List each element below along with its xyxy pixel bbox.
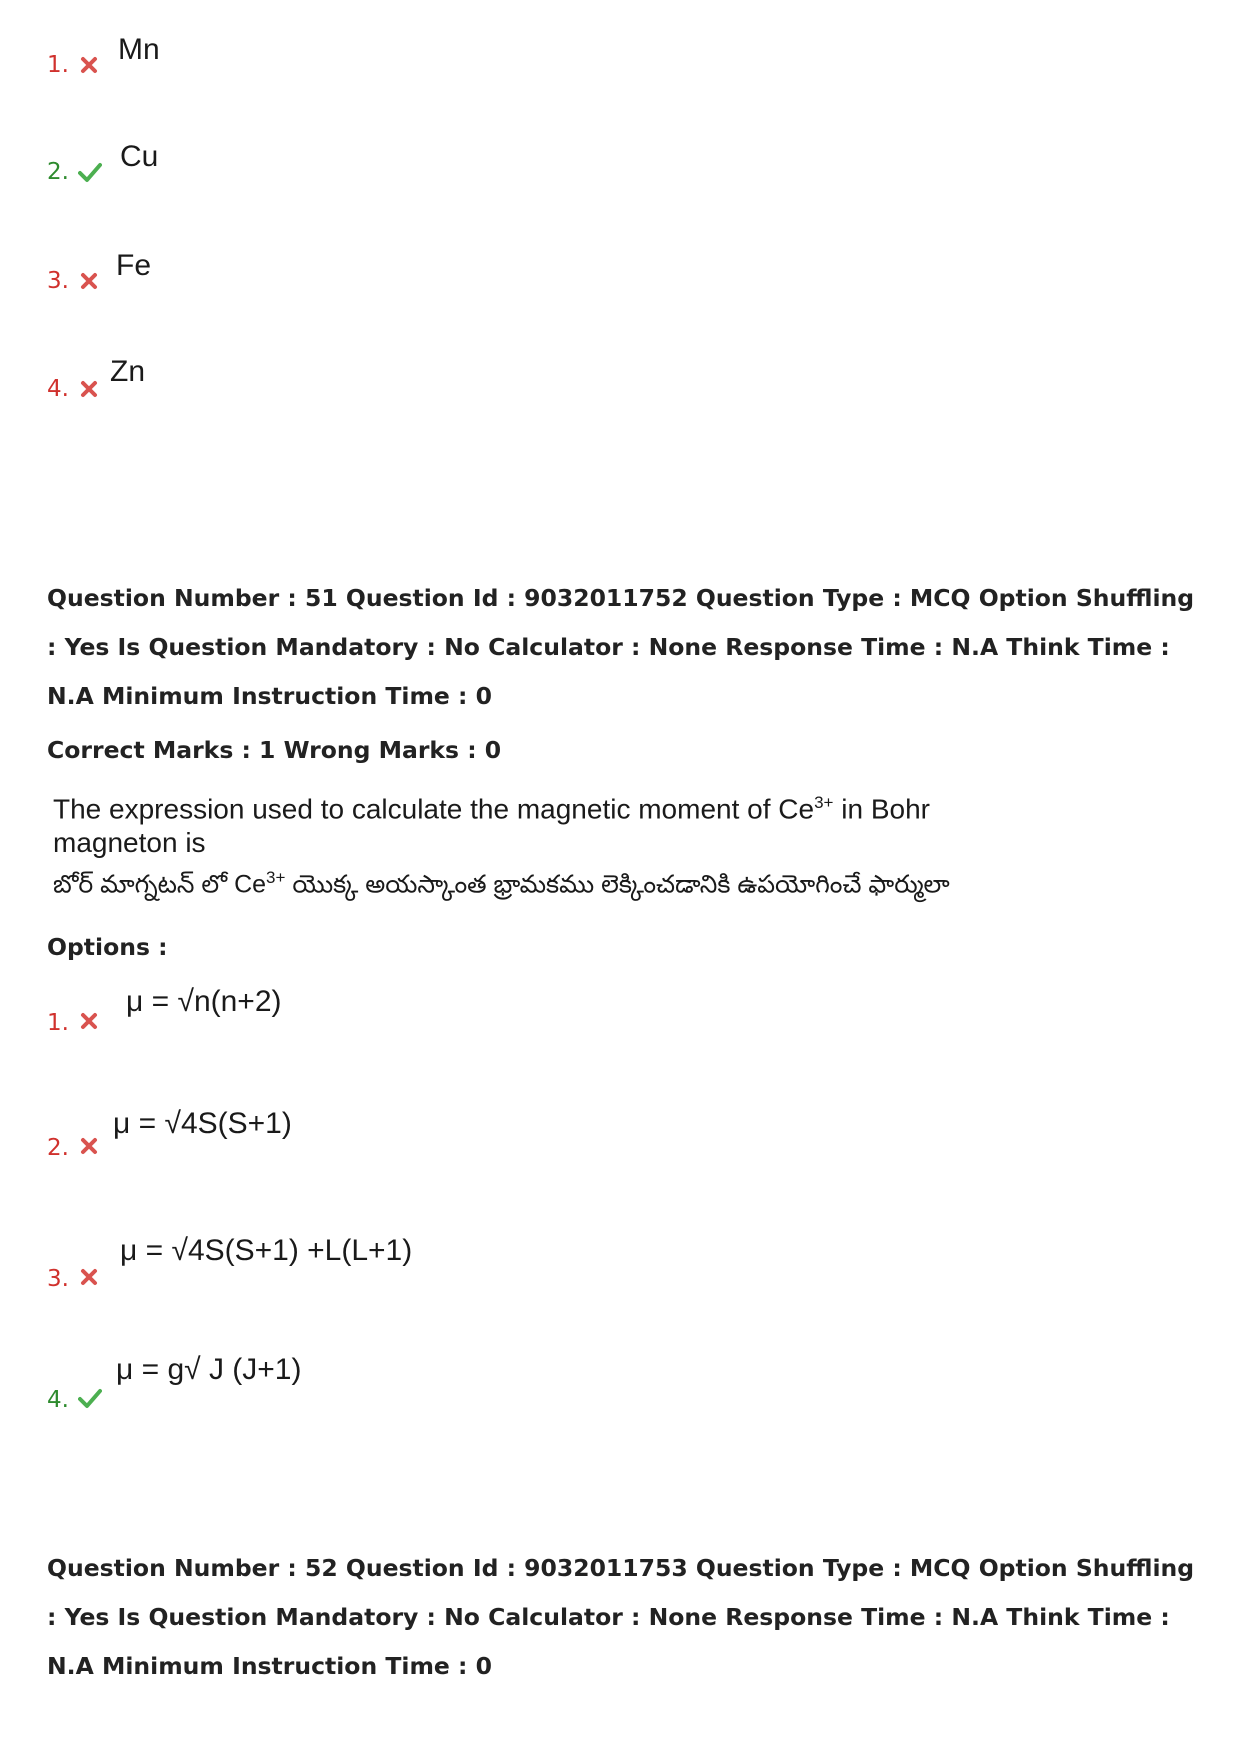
question-text-en-part: The expression used to calculate the magnetic moment of Ce (53, 793, 815, 825)
question-marks: Correct Marks : 1 Wrong Marks : 0 (47, 736, 502, 764)
option-row (0, 33, 900, 98)
option-number: 1. (47, 1010, 69, 1036)
option-text: μ = √n(n+2) (126, 985, 282, 1018)
options-label: Options : (47, 933, 168, 961)
question-text-te-part: బోర్ మాగ్నటన్ లో Ce (53, 870, 267, 899)
cross-icon (78, 54, 100, 76)
option-text: μ = g√ J (J+1) (116, 1353, 302, 1386)
option-row (0, 355, 900, 422)
option-row (0, 1353, 900, 1433)
question-text-english (53, 786, 953, 860)
cross-icon (78, 378, 100, 400)
option-row (0, 985, 900, 1056)
option-number: 2. (47, 159, 69, 185)
question-meta: Question Number : 51 Question Id : 9032011752 Question Type : MCQ Option Shuffling : Yes Is Question Mandatory : No Calculator : None Response Time : N.A Think Time : N.A Minimum Instruction Time : 0 (47, 584, 1195, 710)
option-number: 4. (47, 376, 69, 402)
question-text (53, 786, 953, 902)
option-row (0, 249, 900, 314)
option-number: 4. (47, 1387, 69, 1413)
option-number: 3. (47, 1266, 69, 1292)
option-row (0, 1234, 900, 1312)
cross-icon (78, 1135, 100, 1157)
option-number: 1. (47, 52, 69, 78)
check-icon (78, 1387, 102, 1409)
question-text-te-part: యొక్క అయస్కాంత భ్రామకము లెక్కించడానికి ఉపయోగించే ఫార్ములా (285, 870, 950, 899)
option-text: Fe (116, 249, 152, 282)
option-number: 2. (47, 1135, 69, 1161)
option-text: μ = √4S(S+1) +L(L+1) (120, 1234, 413, 1267)
option-text: Mn (118, 33, 160, 66)
cross-icon (78, 270, 100, 292)
option-text: Zn (110, 355, 146, 388)
option-row (0, 140, 900, 205)
cross-icon (78, 1266, 100, 1288)
question-text-telugu (53, 861, 953, 901)
option-number: 3. (47, 268, 69, 294)
option-row (0, 1107, 900, 1181)
cross-icon (78, 1010, 100, 1032)
option-text: Cu (120, 140, 159, 173)
option-text: μ = √4S(S+1) (113, 1107, 292, 1140)
question-text-en-part: in Bohr magneton is (53, 793, 930, 859)
question-meta: Question Number : 52 Question Id : 9032011753 Question Type : MCQ Option Shuffling : Yes Is Question Mandatory : No Calculator : None Response Time : N.A Think Time : N.A Minimum Instruction Time : 0 (47, 1554, 1195, 1680)
superscript: 3+ (266, 868, 286, 888)
superscript: 3+ (814, 793, 834, 812)
check-icon (78, 161, 102, 183)
